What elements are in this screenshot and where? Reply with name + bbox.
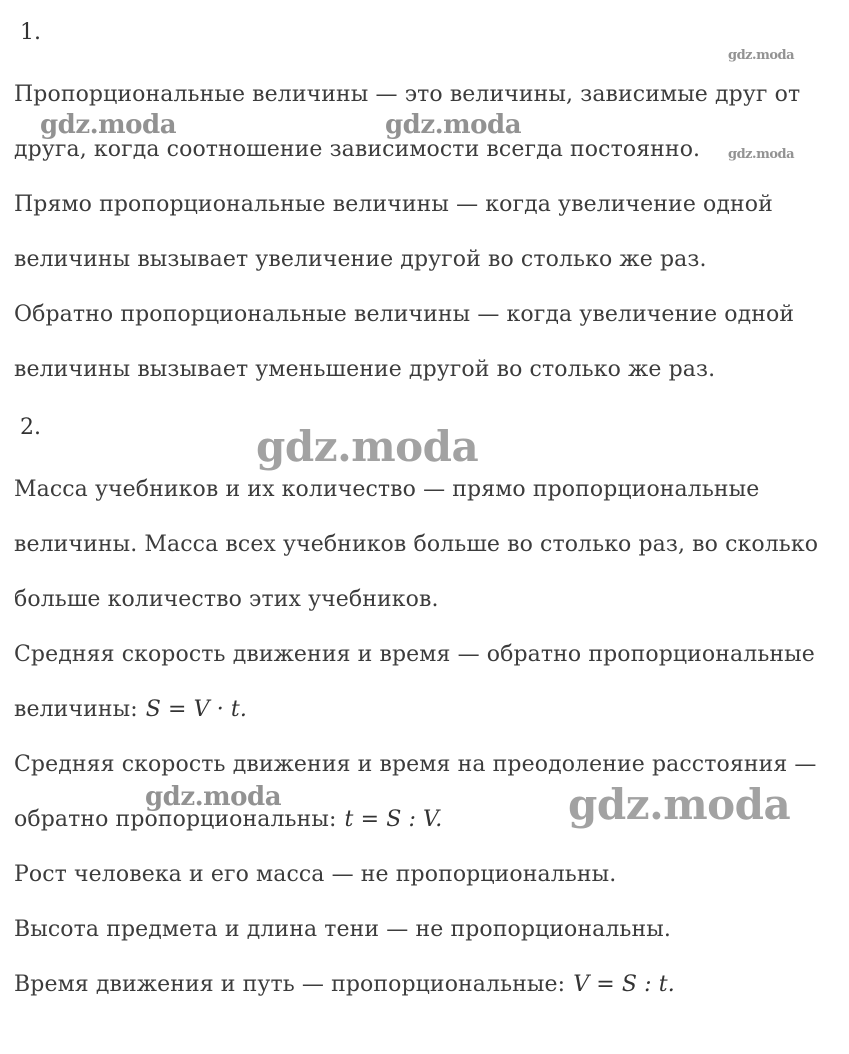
text-line: Масса учебников и их количество — прямо пропорциональные: [14, 477, 760, 502]
text-fragment: Время движения и путь — пропорциональные:: [14, 972, 566, 997]
text-line: величины вызывает уменьшение другой во столько же раз.: [14, 357, 716, 382]
watermark-logo: gdz.moda: [145, 782, 282, 812]
text-fragment: величины:: [14, 697, 138, 722]
text-line: Прямо пропорциональные величины — когда увеличение одной: [14, 192, 773, 217]
text-line: Обратно пропорциональные величины — когда увеличение одной: [14, 302, 795, 327]
text-line: Рост человека и его масса — не пропорциональны.: [14, 862, 617, 887]
watermark-logo: gdz.moda: [256, 422, 479, 471]
formula: t = S : V.: [344, 807, 443, 832]
watermark-logo: gdz.moda: [728, 147, 795, 162]
watermark-logo: gdz.moda: [40, 110, 177, 140]
formula: V = S : t.: [573, 972, 675, 997]
section-1-number: 1.: [20, 20, 41, 45]
text-line: Высота предмета и длина тени — не пропорциональны.: [14, 917, 671, 942]
watermark-logo: gdz.moda: [728, 48, 795, 63]
text-line: величины. Масса всех учебников больше во столько раз, во сколько: [14, 532, 819, 557]
watermark-logo: gdz.moda: [385, 110, 522, 140]
text-line: Средняя скорость движения и время на преодоление расстояния —: [14, 752, 817, 777]
text-line: величины вызывает увеличение другой во столько же раз.: [14, 247, 707, 272]
watermark-logo: gdz.moda: [568, 780, 791, 829]
text-fragment: обратно пропорциональны:: [14, 807, 337, 832]
section-2-number: 2.: [20, 415, 41, 440]
text-line: друга, когда соотношение зависимости всегда постоянно.: [14, 137, 701, 162]
text-line: Пропорциональные величины — это величины, зависимые друг от: [14, 82, 801, 107]
formula: S = V · t.: [145, 697, 247, 722]
text-line: Средняя скорость движения и время — обратно пропорциональные: [14, 642, 815, 667]
text-line: больше количество этих учебников.: [14, 587, 439, 612]
text-line: [14, 972, 675, 997]
text-line: [14, 697, 247, 722]
